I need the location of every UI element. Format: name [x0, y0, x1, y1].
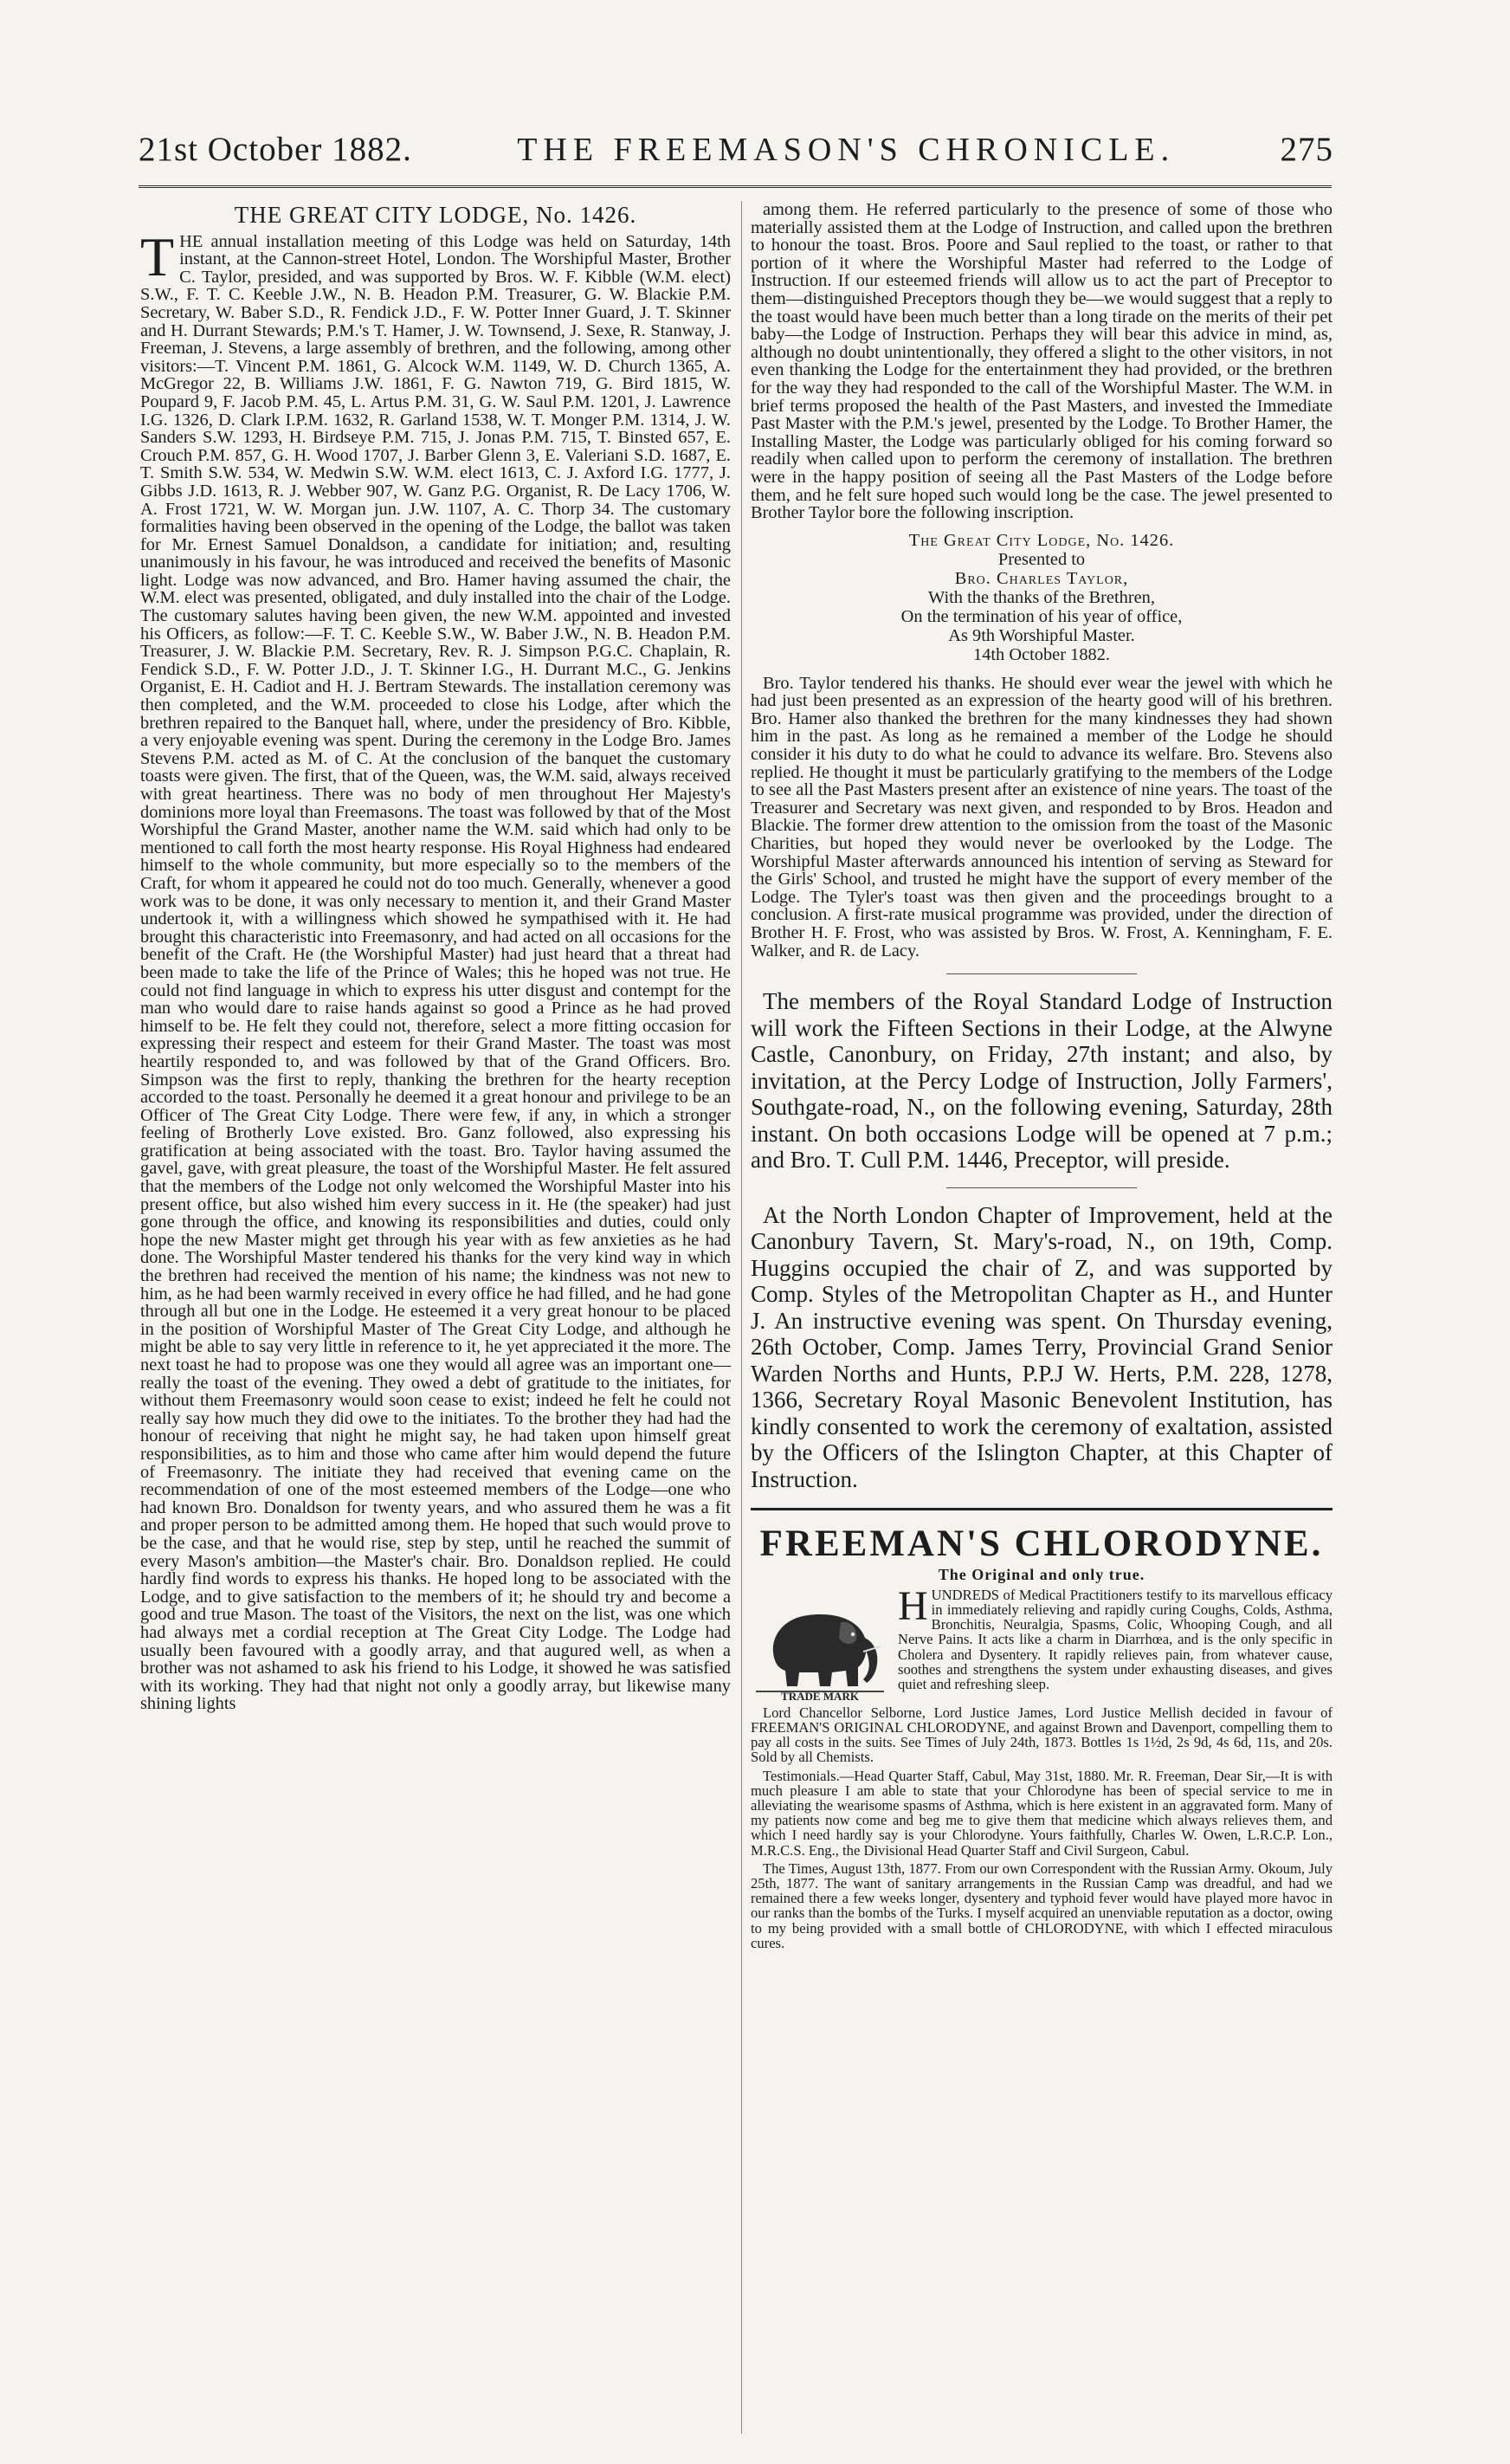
article-closing: Bro. Taylor tendered his thanks. He should ever wear the jewel with which he had just been presented as an expression of the hearty good will of his brethren. Bro. Hamer also thanked the brethren for the many kindnesses they had shown him in the past. As long as he remained a member of the Lodge he should consider it his duty to do what he could to advance its welfare. Bro. Stevens also replied. He thought it must be particularly gratifying to the members of the Lodge to see all the Past Masters present after an existence of nine years. The toast of the Treasurer and Secretary was next given, and responded to by Bros. Headon and Blackie. The former drew attention to the omission from the toast of the Masonic Charities, but hoped they would never be overlooked by the Lodge. The Worshipful Master afterwards announced his intention of serving as Steward for the Girls' School, and trusted he might have the support of every member of the Lodge. The Tyler's toast was then given and the proceedings brought to a conclusion. A first-rate musical programme was provided, under the direction of Brother H. F. Frost, who was assisted by Bros. W. Frost, A. Kenningham, F. E. Walker, and R. de Lacy. [751, 673, 1333, 960]
advert-lead [751, 1588, 1333, 1705]
advert-dropcap: H [898, 1587, 928, 1629]
inscription-line-3: Bro. Charles Taylor, [954, 568, 1129, 588]
notice-north-london-chapter: At the North London Chapter of Improvement, held at the Canonbury Tavern, St. Mary's-road, N., on 19th, Comp. Huggins occupied the chair of Z, and was supported by Comp. Styles of the Metropolitan Chapter as H., and Hunter J. An instructive evening was spent. On Thursday evening, 26th October, Comp. James Terry, Provincial Grand Senior Warden Norths and Hunts, P.P.J W. Herts, P.M. 228, 1278, 1366, Secretary Royal Masonic Benevolent Institution, has kindly consented to work the ceremony of exaltation, assisted by the Officers of the Islington Chapter, at this Chapter of Instruction. [751, 1201, 1333, 1492]
chlorodyne-advert [751, 1523, 1333, 1950]
page-number: 275 [1280, 131, 1333, 168]
advert-paragraph-testimonial: Testimonials.—Head Quarter Staff, Cabul, May 31st, 1880. Mr. R. Freeman, Dear Sir,—It is with much pleasure I am able to state that your Chlorodyne has been of special service to me in alleviating the wearisome spasms of Asthma, which is here existent in an aggravated form. Many of my patients now come and beg me to give them that medicine which always relieves them, and which I need hardly say is your Chlorodyne. Yours faithfully, Charles W. Owen, L.R.C.P. Lon., M.R.C.S. Eng., the Divisional Head Quarter Staff and Civil Surgeon, Cabul. [751, 1767, 1333, 1859]
advert-paragraph-court: Lord Chancellor Selborne, Lord Justice James, Lord Justice Mellish decided in favour of FREEMAN'S ORIGINAL CHLORODYNE, and against Brown and Davenport, compelling them to pay all costs in the suits. See Times of July 24th, 1873. Bottles 1s 1½d, 2s 9d, 4s 6d, 11s, and 20s. Sold by all Chemists. [751, 1704, 1333, 1766]
advert-paragraph-times: The Times, August 13th, 1877. From our own Correspondent with the Russian Army. Okoum, July 25th, 1877. The want of sanitary arrangements in the Russian Camp was dreadful, and had we remained there a few weeks longer, dysentery and typhoid fever would have played more havoc in our ranks than the bombs of the Turks. I myself acquired an unenviable reputation as a doctor, owing to my being provided with a small bottle of CHLORODYNE, with which I effected miraculous cures. [751, 1859, 1333, 1951]
section-separator-2 [946, 1187, 1137, 1188]
inscription-line-2: Presented to [997, 549, 1086, 569]
inscription-line-4: With the thanks of the Brethren, [928, 587, 1155, 607]
jewel-inscription [751, 531, 1333, 664]
issue-date: 21st October 1882. [139, 131, 412, 168]
article-paragraph-1 [140, 225, 731, 1714]
trademark-label: TRADE MARK [781, 1689, 859, 1702]
elephant-trademark-icon [751, 1589, 889, 1702]
notice-royal-standard-lodge: The members of the Royal Standard Lodge of Instruction will work the Fifteen Sections in their Lodge, at the Alwyne Castle, Canonbury, on Friday, 27th instant; and also, by invitation, at the Percy Lodge of Instruction, Jolly Farmers', Southgate-road, N., on the following evening, Saturday, 28th instant. On both occasions Lodge will be opened at 7 p.m.; and Bro. T. Cull P.M. 1446, Preceptor, will preside. [751, 988, 1333, 1174]
inscription-line-6: As 9th Worshipful Master. [948, 625, 1135, 645]
advert-title: FREEMAN'S CHLORODYNE. [759, 1523, 1324, 1565]
masthead-rule [139, 185, 1332, 188]
inscription-line-1: The Great City Lodge, No. 1426. [908, 530, 1175, 550]
article-headline: THE GREAT CITY LODGE, No. 1426. [234, 202, 637, 228]
article-dropcap: T [140, 225, 175, 288]
advert-body [751, 1588, 1333, 1950]
article-paragraph-2: among them. He referred particularly to the presence of some of those who materially assisted them at the Lodge of Instruction, and called upon the brethren to honour the toast. Bros. Poore and Saul replied to the toast, or rather to that portion of it where the Worshipful Master had referred to the Lodge of Instruction. If our esteemed friends will allow us to act the part of Preceptor to them—distinguished Preceptors though they be—we would suggest that a reply to the toast would have been much better than a long tirade on the merits of their pet baby—the Lodge of Instruction. Perhaps they will bear this advice in mind, as, although no doubt unintentionally, they offered a slight to the other visitors, in not even thanking the Lodge for the entertainment they had provided, or the brethren for the way they had responded to the call of the Worshipful Master. The W.M. in brief terms proposed the health of the Past Masters, and invested the Immediate Past Master with the P.M.'s jewel, presented by the Lodge. To Brother Hamer, the Installing Master, the Lodge was particularly obliged for his coming forward so readily when called upon to perform the ceremony of installation. The brethren were in the happy position of seeing all the Past Masters of the Lodge before them, and he felt sure hoped such would long be the case. The jewel presented to Brother Taylor bore the following inscription. [751, 200, 1333, 523]
inscription-line-5: On the termination of his year of office, [900, 606, 1183, 626]
column-divider [741, 201, 742, 2434]
section-separator-1 [946, 973, 1137, 974]
left-column [140, 201, 731, 1713]
advert-subtitle: The Original and only true. [938, 1566, 1145, 1584]
right-column [751, 201, 1333, 1954]
advert-rule [751, 1508, 1333, 1510]
masthead [139, 130, 1333, 182]
advert-lead-text: UNDREDS of Medical Practitioners testify to its marvellous efficacy in immediately relieving and rapidly curing Coughs, Colds, Asthma, Bronchitis, Neuralgia, Spasms, Colic, Whooping Cough, and all Nerve Pains. It acts like a charm in Diarrhœa, and is the only specific in Cholera and Dysentery. It rapidly relieves pain, from whatever cause, soothes and strengthens the system under exhausting diseases, and gives quiet and refreshing sleep. [898, 1587, 1333, 1692]
article-paragraph-1-text: HE annual installation meeting of this Lodge was held on Saturday, 14th instant, at the Cannon-street Hotel, London. The Worshipful Master, Brother C. Taylor, presided, and was supported by Bros. W. F. Kibble (W.M. elect) S.W., F. T. C. Keeble J.W., N. B. Headon P.M. Treasurer, G. W. Blackie P.M. Secretary, W. Baber S.D., R. Fendick J.D., F. W. Potter Inner Guard, J. T. Skinner and H. Durrant Stewards; P.M.'s T. Hamer, J. W. Townsend, J. Sexe, R. Stanway, J. Freeman, J. Stevens, a large assembly of brethren, and the following, among other visitors:—T. Vincent P.M. 1861, G. Alcock W.M. 1149, W. D. Church 1365, A. McGregor 22, B. Williams J.W. 1861, F. G. Nawton 719, G. Bird 1815, W. Poupard 9, F. Jacob P.M. 45, L. Artus P.M. 31, G. W. Saul P.M. 1201, J. Lawrence I.G. 1326, D. Clark I.P.M. 1632, R. Garland 1538, W. T. Monger P.M. 1314, J. W. Sanders S.W. 1293, H. Birdseye P.M. 715, J. Jonas P.M. 715, T. Binsted 657, E. Crouch P.M. 857, G. H. Wood 1707, J. Barber Glenn 3, E. Valeriani S.D. 1687, E. T. Smith S.W. 534, W. Medwin S.W. W.M. elect 1613, C. J. Axford I.G. 1777, J. Gibbs J.D. 1613, R. J. Webber 907, W. Ganz P.G. Organist, R. De Lacy 1706, W. A. Frost 1721, W. W. Morgan jun. J.W. 1107, A. C. Thorp 34. The customary formalities having been observed in the opening of the Lodge, the ballot was taken for Mr. Ernest Samuel Donaldson, a candidate for initiation; and, resulting unanimously in his favour, he was introduced and received the benefits of Masonic light. Lodge was now advanced, and Bro. Hamer having assumed the chair, the W.M. elect was presented, obligated, and duly installed into the chair of the Lodge. The customary salutes having been given, the new W.M. appointed and invested his Officers, as follow:—F. T. C. Keeble S.W., W. Baber J.W., N. B. Headon P.M. Treasurer, J. W. Blackie P.M. Secretary, Rev. R. J. Simpson P.G.C. Chaplain, R. Fendick S.D., F. W. Potter J.D., J. T. Skinner I.G., H. Durrant M.C., G. Jenkins Organist, E. H. Cadiot and H. J. Bertram Stewards. The installation ceremony was then completed, and the W.M. proceeded to close his Lodge, after which the brethren repaired to the Banquet hall, where, under the presidency of Bro. Kibble, a very enjoyable evening was spent. During the ceremony in the Lodge Bro. James Stevens P.M. acted as M. of C. At the conclusion of the banquet the customary toasts were given. The first, that of the Queen, was, the W.M. said, always received with great heartiness. There was no body of men throughout Her Majesty's dominions more loyal than Freemasons. The toast was followed by that of the Most Worshipful the Grand Master, another name the W.M. said which had only to be mentioned to call forth the most hearty response. His Royal Highness had endeared himself to the whole community, but more especially so to the members of the Craft, for whom it appeared he could not do too much. Generally, whenever a good work was to be done, it was only necessary to mention it, and their Grand Master undertook it, with a willingness which showed he sympathised with it. He had brought this characteristic into Freemasonry, and had acted on all occasions for the benefit of the Craft. He (the Worshipful Master) had just heard that a threat had been made to take the life of the Prince of Wales; this he hoped was not true. He could not find language in which to express his utter disgust and contempt for the man who would dare to raise hands against so good a Prince as he had proved himself to be. He felt they could not, therefore, select a more fitting occasion for expressing their respect and esteem for their Grand Master. The toast was most heartily responded to, and was followed by that of the Grand Officers. Bro. Simpson was the first to reply, thanking the brethren for the hearty reception accorded to the toast. Personally he deemed it a great honour and privilege to be an Officer of The Great City Lodge. There were few, if any, in which a stronger feeling of Brotherly Love existed. Bro. Ganz followed, also expressing his gratification at being associated with the toast. Bro. Taylor having assumed the gavel, gave, with great pleasure, the toast of the Worshipful Master. He felt assured that the members of the Lodge not only welcomed the Worshipful Master into his present office, but also wished him every success in it. He (the speaker) had just gone through the office, and knowing its responsibilities and duties, could only hope the new Master might get through his year with as few anxieties as he had done. The Worshipful Master tendered his thanks for the very kind way in which the brethren had received the mention of his name; the kindness was not new to him, as he had been warmly received in every office he had filled, and he had gone through all but one in the Lodge. He esteemed it a very great honour to be placed in the position of Worshipful Master of The Great City Lodge, and although he might be able to say very little in reference to it, he yet appreciated it the more. The next toast he had to propose was one they would all agree was an important one—really the toast of the evening. They owed a debt of gratitude to the initiates, for without them Freemasonry would soon cease to exist; indeed he felt he could not really say how much they did owe to the initiates. To the brother they had had the honour of receiving that night he might say, he had taken upon himself great responsibilities, as to him and those who came after him would depend the future of Freemasonry. The initiate they had received that evening came on the recommendation of one of the most esteemed members of the Lodge—one who had known Bro. Donaldson for twenty years, and who assured them he was a fit and proper person to be admitted among them. He hoped that such would prove to be the case, and that he would rise, step by step, until he reached the summit of every Mason's ambition—the Master's chair. Bro. Donaldson replied. He could hardly find words to express his thanks. He hoped long to be associated with the Lodge, and to give satisfaction to the members of it; he should try and become a good and true Mason. The toast of the Visitors, the next on the list, was one which had always met a cordial reception at The Great City Lodge. The Lodge had usually been favoured with a goodly array, and that augured well, as when a brother was not ashamed to ask his friend to his Lodge, it showed he was satisfied with its working. They had that night not only a goodly array, but likewise many shining lights [140, 231, 731, 1714]
publication-title: THE FREEMASON'S CHRONICLE. [517, 132, 1176, 168]
inscription-line-7: 14th October 1882. [973, 644, 1110, 664]
